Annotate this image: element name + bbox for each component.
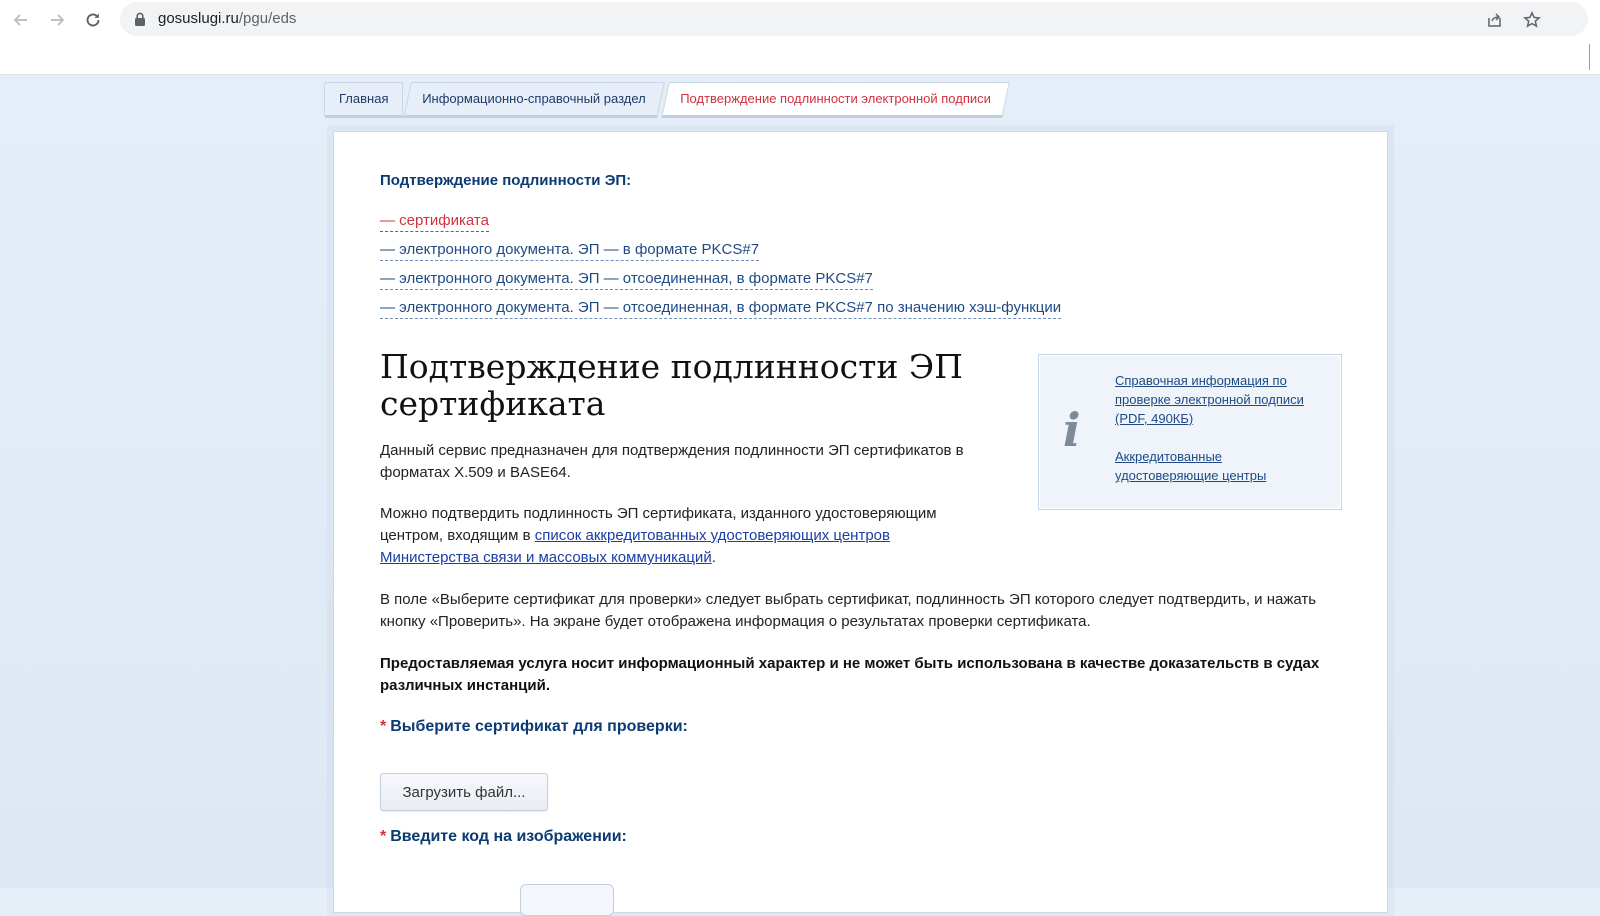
list-item: [380, 241, 1061, 270]
accredited-centers-box-link[interactable]: Аккредитованные удостоверяющие центры: [1115, 449, 1267, 483]
url-host: gosuslugi.ru: [158, 10, 239, 27]
share-icon[interactable]: [1484, 9, 1506, 31]
verification-type-list: [380, 212, 1061, 328]
help-pdf-link[interactable]: Справочная информация по проверке электронной подписи (PDF, 490КБ): [1115, 373, 1304, 426]
required-mark: *: [380, 828, 387, 845]
reload-icon[interactable]: [79, 6, 107, 34]
content-card: [333, 131, 1388, 913]
required-mark: *: [380, 718, 387, 735]
toc-link-pkcs7-hash[interactable]: — электронного документа. ЭП — отсоединенная, в формате PKCS#7 по значению хэш-функции: [380, 299, 1061, 319]
info-icon: i: [1063, 403, 1081, 457]
star-icon[interactable]: [1521, 9, 1543, 31]
list-item: [380, 299, 1061, 328]
list-item: [380, 270, 1061, 299]
section-title: Подтверждение подлинности ЭП:: [380, 172, 632, 189]
toc-link-pkcs7-detached[interactable]: — электронного документа. ЭП — отсоединенная, в формате PKCS#7: [380, 270, 873, 290]
help-info-box: [1038, 354, 1342, 510]
disclaimer-text: Предоставляемая услуга носит информационный характер и не может быть использована в качестве доказательств в судах различных инстанций.: [380, 655, 1320, 694]
page-title: Подтверждение подлинности ЭП сертификата: [380, 347, 963, 423]
url-path: /pgu/eds: [238, 10, 297, 27]
breadcrumb-info-section[interactable]: [404, 82, 665, 118]
breadcrumb-info-label: Информационно-справочный раздел: [422, 91, 647, 106]
captcha-image: [520, 884, 614, 916]
captcha-field-label-text: Введите код на изображении:: [390, 828, 627, 845]
lock-icon[interactable]: [134, 12, 146, 31]
breadcrumb-home-label: Главная: [339, 91, 389, 106]
list-item: [380, 212, 1061, 241]
accredited-centers-link[interactable]: список аккредитованных удостоверяющих центров Министерства связи и массовых коммуникаций: [380, 527, 890, 566]
browser-toolbar: [0, 0, 1600, 75]
breadcrumb-current-label: Подтверждение подлинности электронной подписи: [680, 91, 991, 106]
breadcrumb: [324, 82, 1010, 116]
url-text[interactable]: [158, 10, 296, 27]
breadcrumb-home[interactable]: [324, 82, 403, 118]
accreditation-text: [380, 503, 980, 569]
accreditation-text-end: .: [711, 549, 716, 566]
upload-file-button[interactable]: Загрузить файл...: [380, 773, 548, 811]
toc-link-pkcs7[interactable]: — электронного документа. ЭП — в формате PKCS#7: [380, 241, 759, 261]
back-arrow-icon[interactable]: [7, 6, 35, 34]
toc-link-certificate[interactable]: — сертификата: [380, 212, 489, 232]
breadcrumb-current: [661, 82, 1009, 118]
intro-text: Данный сервис предназначен для подтверждения подлинности ЭП сертификатов в форматах X.509 и BASE64.: [380, 442, 964, 481]
forward-arrow-icon[interactable]: [43, 6, 71, 34]
certificate-field-label: [380, 718, 688, 736]
window-edge: [1589, 44, 1590, 70]
accreditation-text-start: Можно подтвердить подлинность ЭП сертификата, изданного удостоверяющим центром, входящим в: [380, 505, 937, 544]
instructions-text: В поле «Выберите сертификат для проверки» следует выбрать сертификат, подлинность ЭП которого следует подтвердить, и нажать кнопку «Проверить». На экране будет отображена информация о результатах проверки сертификата.: [380, 591, 1317, 630]
address-bar[interactable]: [120, 2, 1588, 36]
captcha-field-label: [380, 828, 627, 846]
certificate-field-label-text: Выберите сертификат для проверки:: [390, 718, 688, 735]
